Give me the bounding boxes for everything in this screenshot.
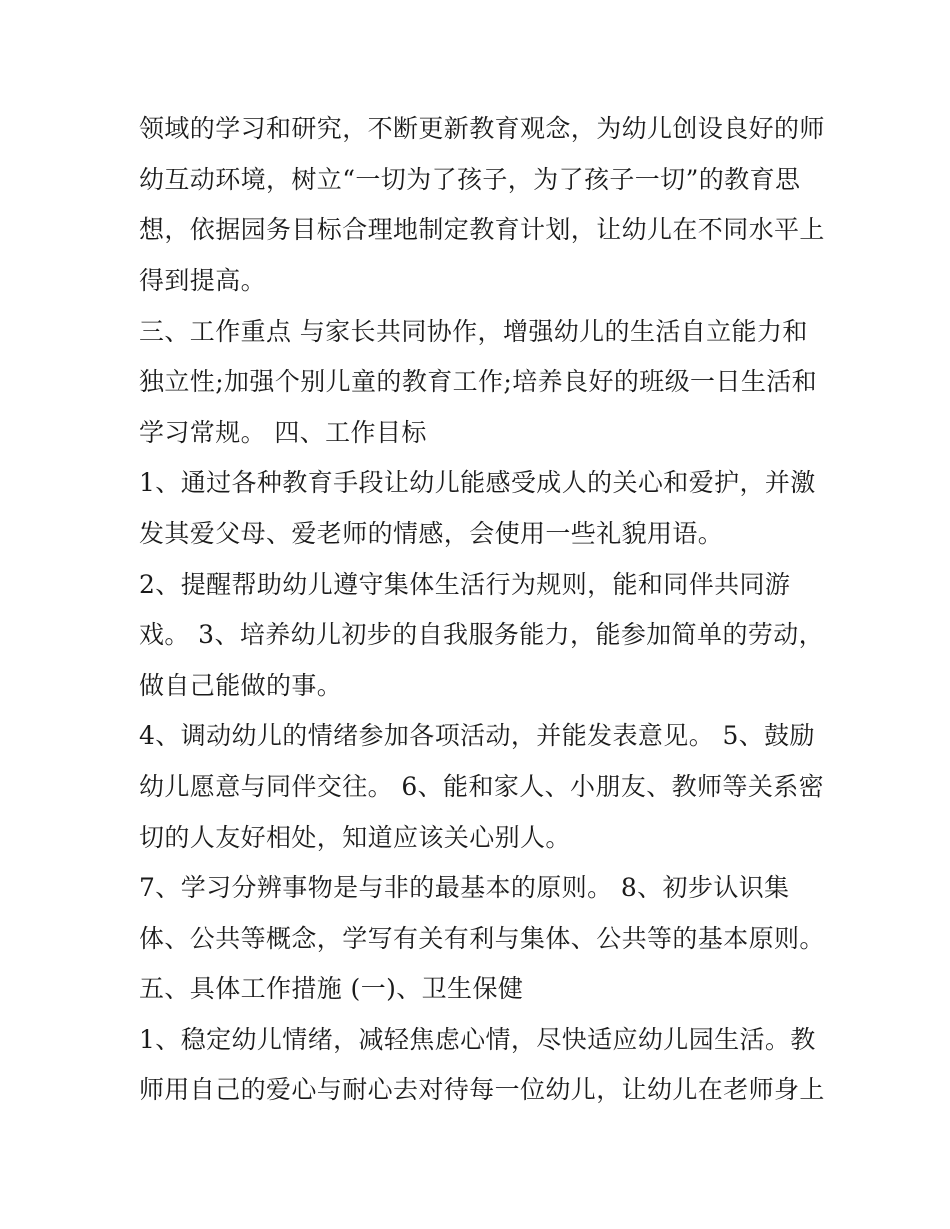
text-line: 幼互动环境，树立“一切为了孩子，为了孩子一切”的教育思 [139, 165, 801, 194]
text-line: 独立性;加强个别儿童的教育工作;培养良好的班级一日生活和 [139, 367, 818, 396]
text-line: 戏。 3、培养幼儿初步的自我服务能力，能参加简单的劳动， [139, 620, 825, 649]
list-item-line: 1、稳定幼儿情绪，减轻焦虑心情，尽快适应幼儿园生活。教 [139, 1025, 816, 1054]
section-heading-line: 五、具体工作措施 (一)、卫生保健 [139, 974, 524, 1003]
list-item-line: 1、通过各种教育手段让幼儿能感受成人的关心和爱护，并激 [139, 468, 816, 497]
text-line: 得到提高。 [139, 266, 267, 295]
text-line: 想，依据园务目标合理地制定教育计划，让幼儿在不同水平上 [139, 215, 825, 244]
text-line: 学习常规。 四、工作目标 [139, 418, 427, 447]
list-item-line: 4、调动幼儿的情绪参加各项活动，并能发表意见。 5、鼓励 [139, 721, 815, 750]
list-item-line: 2、提醒帮助幼儿遵守集体生活行为规则，能和同伴共同游 [139, 570, 791, 599]
section-heading-line: 三、工作重点 与家长共同协作，增强幼儿的生活自立能力和 [139, 317, 808, 346]
text-line: 体、公共等概念，学写有关有利与集体、公共等的基本原则。 [139, 924, 825, 953]
text-line: 领域的学习和研究，不断更新教育观念，为幼儿创设良好的师 [139, 114, 825, 143]
text-line: 师用自己的爱心与耐心去对待每一位幼儿，让幼儿在老师身上 [139, 1075, 825, 1104]
text-line: 幼儿愿意与同伴交往。 6、能和家人、小朋友、教师等关系密 [139, 772, 825, 801]
list-item-line: 7、学习分辨事物是与非的最基本的原则。 8、初步认识集 [139, 873, 790, 902]
text-line: 切的人友好相处，知道应该关心别人。 [139, 823, 571, 852]
text-line: 做自己能做的事。 [139, 671, 343, 700]
text-line: 发其爱父母、爱老师的情感，会使用一些礼貌用语。 [139, 519, 724, 548]
